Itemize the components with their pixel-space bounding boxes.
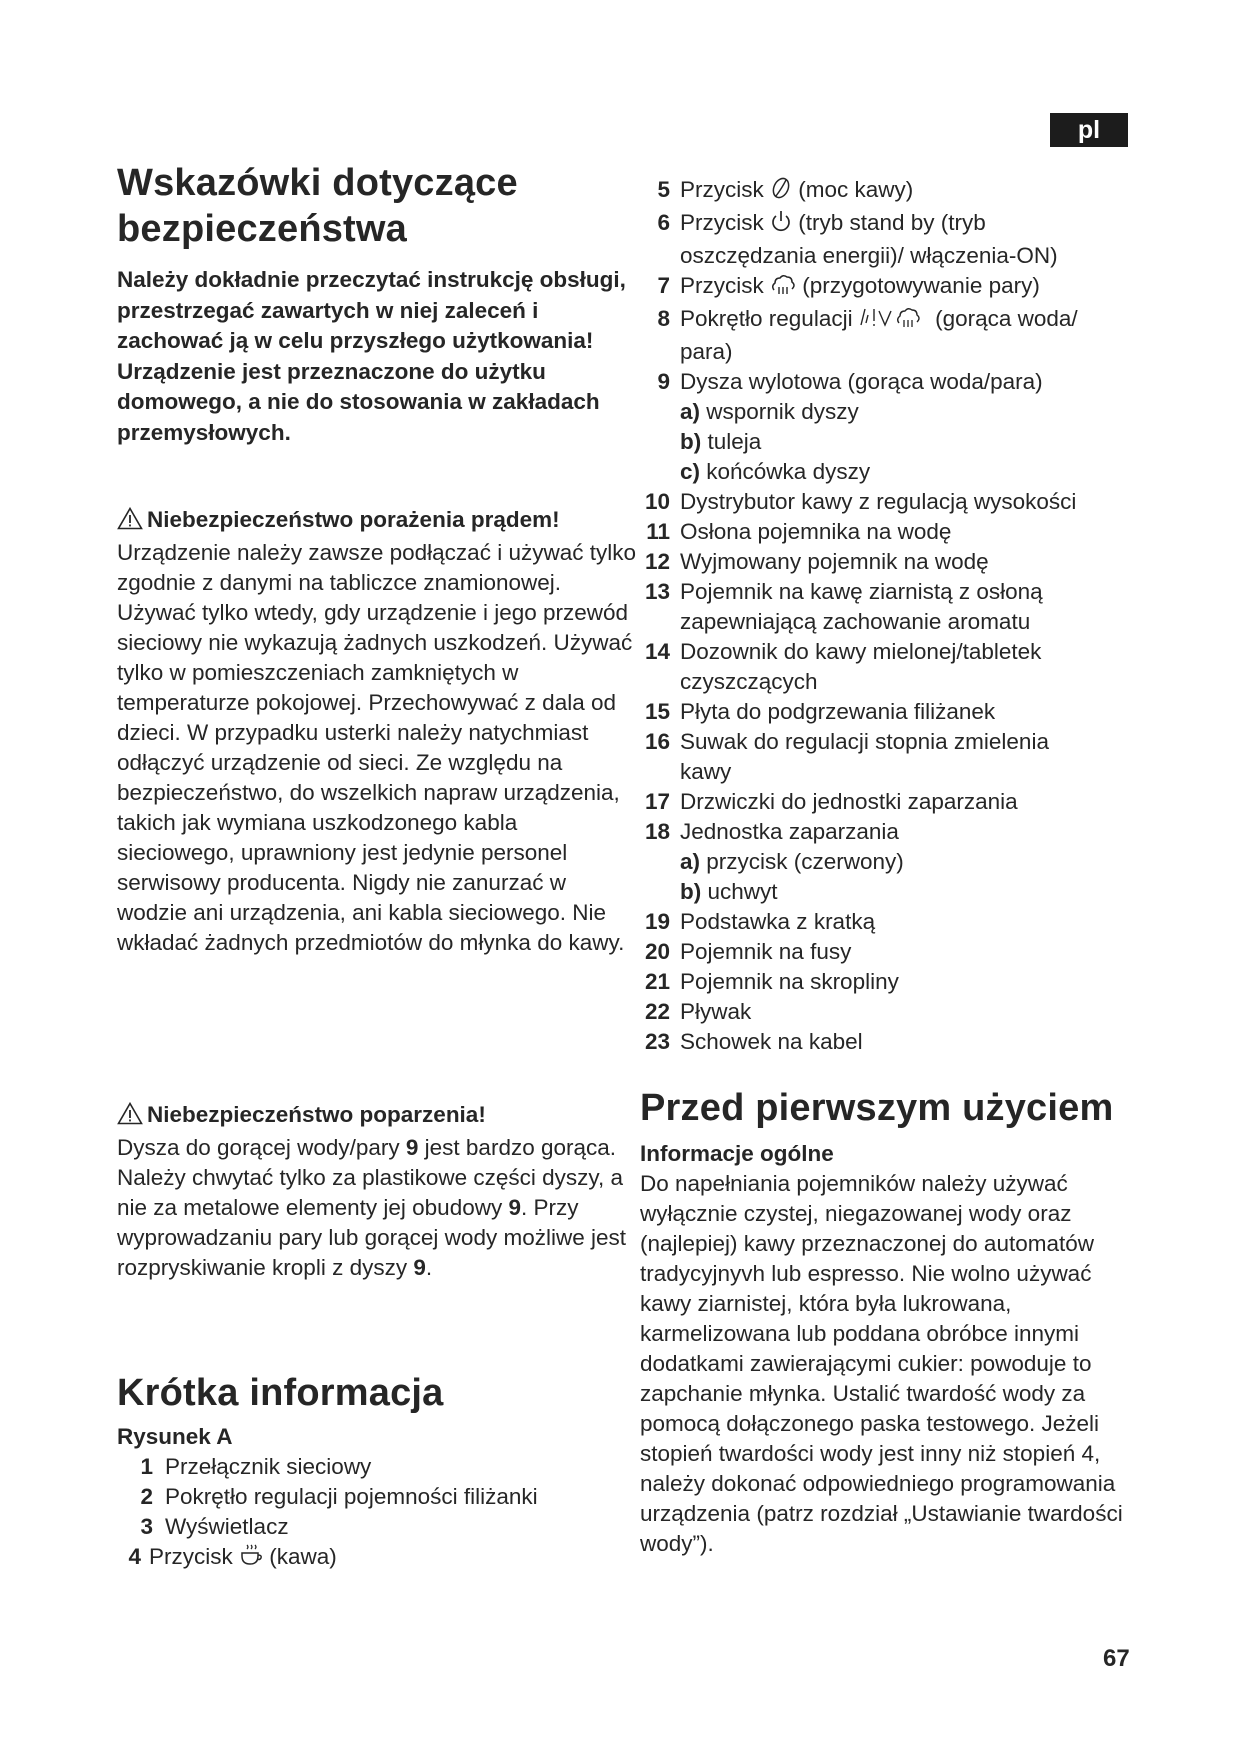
- list-item: 1 Przełącznik sieciowy: [140, 1454, 372, 1479]
- list-item: 4 Przycisk (kawa): [117, 1542, 637, 1575]
- safety-intro: Należy dokładnie przeczytać instrukcję obsługi, przestrzegać zawartych w niej zaleceń i zachować ją w celu przyszłego użytkowania! Urządzenie jest przeznaczone do użytku domowego, a nie do stosowania w zakładach przemysłowych.: [117, 267, 626, 445]
- warning-triangle-icon: [117, 507, 143, 538]
- general-info-text: Do napełniania pojemników należy używać wyłącznie czystej, niegazowanej wody oraz (najlepiej) kawy przeznaczonej do automatów tradycyjnyvh lub espresso. Nie wolno używać kawy ziarnistej, która była lukrowana, karmelizowana lub poddana obróbce innymi dodatkami zawierającymi cukier: powoduje to zapchanie młynka. Ustalić twardość wody za pomocą dołączonego paska testowego. Jeżeli stopień twardości wody jest inny niż stopień 4, należy dokonać odpowiedniego programowania urządzenia (patrz rozdział „Ustawianie twardości wody”).: [640, 1171, 1123, 1556]
- safety-title: [117, 160, 637, 252]
- list-item: 5 Przycisk (moc kawy): [640, 175, 1140, 208]
- figure-a-subhead: Rysunek A: [117, 1424, 233, 1449]
- list-item: 21 Pojemnik na skropliny: [644, 969, 899, 994]
- list-item: 9 Dysza wylotowa (gorąca woda/para) a) wspornik dyszy b) tuleja c) końcówka dyszy: [657, 369, 1043, 484]
- list-item: 18 Jednostka zaparzania a) przycisk (czerwony) b) uchwyt: [644, 819, 904, 904]
- safety-title-line2: bezpieczeństwa: [117, 208, 408, 250]
- shock-warning-title-text: Niebezpieczeństwo porażenia prądem!: [147, 507, 560, 532]
- brief-info-title: Krótka informacja: [117, 1372, 444, 1414]
- burn-warning-text: Dysza do gorącej wody/pary 9 jest bardzo gorąca. Należy chwytać tylko za plastikowe części dyszy, a nie za metalowe elementy jej obudowy 9. Przy wyprowadzaniu pary lub gorącej wody możliwe jest rozpryskiwanie kropli z dyszy 9.: [117, 1135, 626, 1280]
- shock-warning-title: [117, 505, 637, 538]
- safety-section: [117, 160, 637, 252]
- general-info-subhead: Informacje ogólne: [640, 1141, 834, 1166]
- coffee-cup-icon: [239, 1543, 263, 1575]
- list-item: 15 Płyta do podgrzewania filiżanek: [644, 699, 996, 724]
- component-list: [640, 175, 1140, 1057]
- list-item: 3 Wyświetlacz: [140, 1514, 289, 1539]
- hot-water-steam-icon: [859, 305, 929, 337]
- list-item: 20 Pojemnik na fusy: [644, 939, 852, 964]
- figure-a-list: [117, 1452, 637, 1575]
- shock-warning: [117, 505, 637, 958]
- list-item: 12 Wyjmowany pojemnik na wodę: [644, 549, 989, 574]
- steam-icon: [770, 272, 796, 304]
- list-item: 17 Drzwiczki do jednostki zaparzania: [644, 789, 1018, 814]
- burn-warning-title: [117, 1100, 637, 1133]
- shock-warning-text: Urządzenie należy zawsze podłączać i używać tylko zgodnie z danymi na tabliczce znamionowej. Używać tylko wtedy, gdy urządzenie i jego przewód sieciowy nie wykazują żadnych uszkodzeń. Używać tylko w pomieszczeniach zamkniętych w temperaturze pokojowej. Przechowywać z dala od dzieci. W przypadku usterki należy natychmiast odłączyć urządzenie od sieci. Ze względu na bezpieczeństwo, do wszelkich napraw urządzenia, takich jak wymiana uszkodzonego kabla sieciowego, uprawniony jest jedynie personel serwisowy producenta. Nigdy nie zanurzać w wodzie ani urządzenia, ani kabla sieciowego. Nie wkładać żadnych przedmiotów do młynka do kawy.: [117, 540, 636, 955]
- list-item: 8 Pokrętło regulacji (gorąca woda/ para): [657, 306, 1078, 364]
- language-badge: pl: [1050, 113, 1128, 147]
- warning-triangle-icon: [117, 1102, 143, 1133]
- coffee-strength-icon: [770, 176, 792, 208]
- before-first-use-title: Przed pierwszym użyciem: [640, 1087, 1114, 1129]
- list-item: 6 Przycisk (tryb stand by (tryb oszczędzania energii)/ włączenia-ON): [657, 210, 1058, 268]
- list-item: 16 Suwak do regulacji stopnia zmielenia kawy: [644, 729, 1049, 784]
- before-first-use-section: [640, 1085, 1140, 1559]
- list-item: 2 Pokrętło regulacji pojemności filiżanki: [140, 1484, 538, 1509]
- burn-warning-title-text: Niebezpieczeństwo poparzenia!: [147, 1102, 486, 1127]
- list-item: 11 Osłona pojemnika na wodę: [646, 519, 952, 544]
- safety-title-line1: Wskazówki dotyczące: [117, 162, 518, 204]
- page-number: 67: [1103, 1645, 1130, 1672]
- list-item: 22 Pływak: [644, 999, 752, 1024]
- list-item: 7 Przycisk (przygotowywanie pary): [640, 271, 1140, 304]
- list-item: 10 Dystrybutor kawy z regulacją wysokości: [644, 489, 1077, 514]
- brief-info-section: [117, 1370, 637, 1575]
- burn-warning: [117, 1100, 637, 1283]
- list-item: 13 Pojemnik na kawę ziarnistą z osłoną zapewniającą zachowanie aromatu: [644, 579, 1043, 634]
- list-item: 19 Podstawka z kratką: [644, 909, 876, 934]
- list-item: 14 Dozownik do kawy mielonej/tabletek czyszczących: [644, 639, 1042, 694]
- power-icon: [770, 209, 792, 241]
- list-item: 23 Schowek na kabel: [644, 1029, 863, 1054]
